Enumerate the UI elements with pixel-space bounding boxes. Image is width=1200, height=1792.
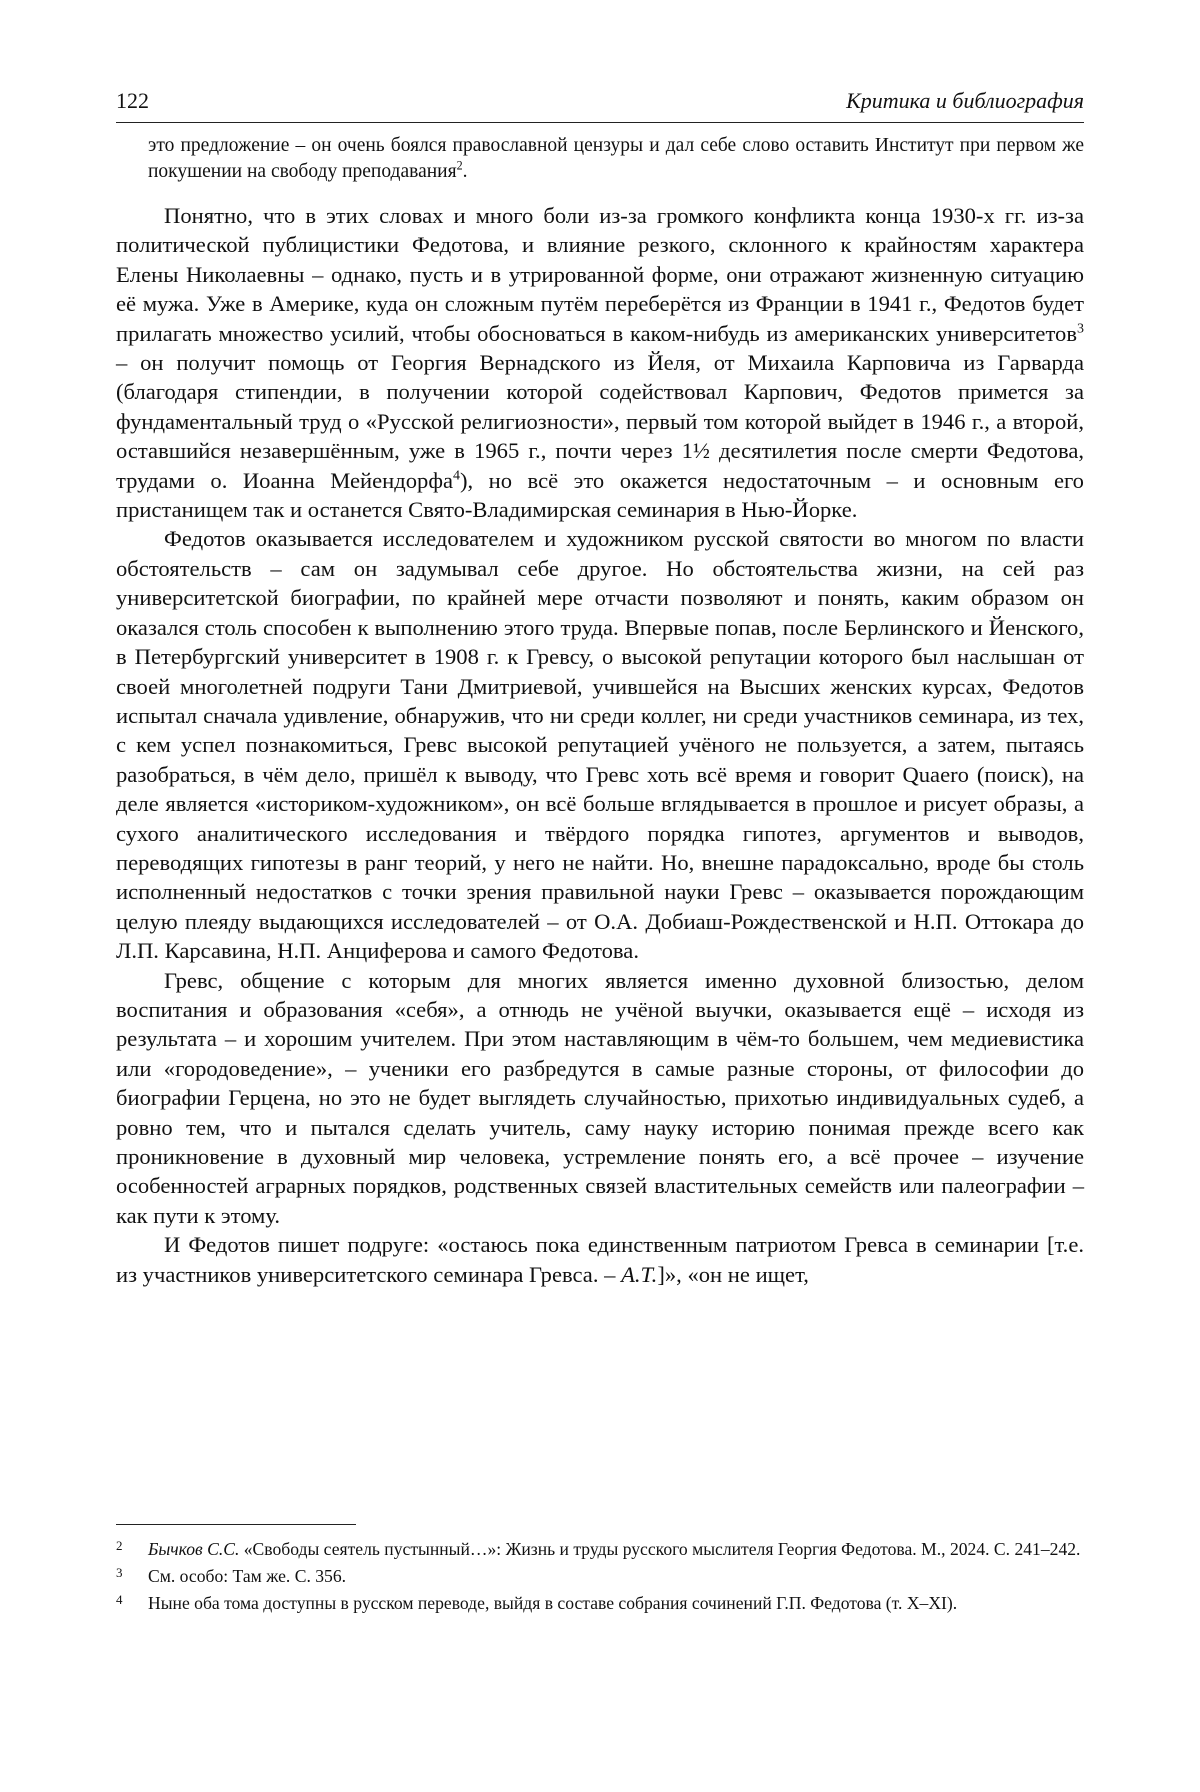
footnote-text: См. особо: Там же. С. 356. — [148, 1566, 347, 1586]
footnote-rule — [116, 1524, 356, 1525]
footnote-number: 2 — [116, 1538, 123, 1553]
page-number: 122 — [116, 88, 149, 113]
paragraph-text: Понятно, что в этих словах и много боли из-за громкого конфликта конца 1930-х гг. из-за политической публицистики Федотова, и влияние резкого, склонного к крайностям характера Елены Николаевны – однако, пусть и в утрированной форме, они отражают жизненную ситуацию её мужа. Уже в Америке, куда он сложным путём переберётся из Франции в 1941 г., Федотов будет прилагать множество усилий, чтобы обосноваться в каком-нибудь из американских университетов — [116, 203, 1084, 346]
footnote-number: 3 — [116, 1565, 123, 1580]
paragraph-text: ), но всё это окажется недостаточным – и основным его пристанищем так и останется Свято-Владимирская семинария в Нью-Йорке. — [116, 467, 1084, 523]
paragraph-text: – он получит помощь от Георгия Вернадского из Йеля, от Михаила Карповича из Гарварда (благодаря стипендии, в получении которой содействовал Карпович, Федотов примется за фундаментальный труд о «Русской религиозности», первый том которой выйдет в 1946 г., а второй, оставшийся незавершённым, уже в 1965 г., почти через 1½ десятилетия после смерти Федотова, трудами о. Иоанна Мейендорфа — [116, 350, 1084, 493]
footnote-author: Бычков С.С. — [148, 1539, 240, 1559]
paragraph: Федотов оказывается исследователем и художником русской святости во многом по власти обстоятельств – сам он задумывал себе другое. Но обстоятельства жизни, на сей раз университетской биографии, по крайней мере отчасти позволяют и понять, каким образом он оказался столь способен к выполнению этого труда. Впервые попав, после Берлинского и Йенского, в Петербургский университет в 1908 г. к Гревсу, о высокой репутации которого был наслышан от своей многолетней подруги Тани Дмитриевой, учившейся на Высших женских курсах, Федотов испытал сначала удивление, обнаружив, что ни среди коллег, ни среди участников семинара, из тех, с кем успел познакомиться, Гревс высокой репутацией учёного не пользуется, а затем, пытаясь разобраться, в чём дело, пришёл к выводу, что Гревс хоть всё время и говорит Quaero (поиск), на деле является «историком-художником», он всё больше вглядывается в прошлое и рисует образы, а сухого аналитического исследования и твёрдого порядка гипотез, аргументов и выводов, переводящих гипотезы в ранг теорий, у него не найти. Но, внешне парадоксально, вроде бы столь исполненный недостатков с точки зрения правильной науки Гревс – оказывается порождающим целую плеяду выдающихся исследователей – от О.А. Добиаш-Рождественской и Н.П. Оттокара до Л.П. Карсавина, Н.П. Анциферова и самого Федотова. — [116, 526, 1084, 964]
paragraph — [116, 1230, 1084, 1289]
paragraph-text: И Федотов пишет подруге: «остаюсь пока единственным патриотом Гревса в семинарии [т.е. из участников университетского семинара Гревса. – — [116, 1232, 1084, 1287]
paragraph — [116, 201, 1084, 524]
footnote — [116, 1591, 1084, 1615]
footnote-ref[interactable]: 4 — [453, 468, 460, 484]
running-title: Критика и библиография — [846, 88, 1084, 113]
page — [116, 88, 1084, 1289]
footnote — [116, 1537, 1084, 1561]
footnote-number: 4 — [116, 1592, 123, 1607]
footnotes — [116, 1524, 1084, 1618]
paragraph-text: ]», «он не ищет, — [657, 1261, 809, 1287]
footnote-ref[interactable]: 2 — [456, 158, 463, 173]
footnote-text — [148, 1537, 1084, 1561]
footnote-ref[interactable]: 3 — [1077, 321, 1084, 337]
running-header — [116, 88, 1084, 123]
body-text — [116, 201, 1084, 1289]
quote-text: это предложение – он очень боялся православной цензуры и дал себе слово оставить Институт при первом же покушении на свободу преподавания — [148, 135, 1084, 182]
initials: А.Т. — [621, 1261, 658, 1287]
quote-end: . — [462, 161, 468, 182]
footnote — [116, 1564, 1084, 1588]
footnote-body: «Свободы сеятель пустынный…»: Жизнь и труды русского мыслителя Георгия Федотова. М., 2024. С. 241–242. — [239, 1539, 1081, 1559]
block-quote — [148, 133, 1084, 185]
footnote-text: Ныне оба тома доступны в русском переводе, выйдя в составе собрания сочинений Г.П. Федотова (т. X–XI). — [148, 1593, 958, 1613]
paragraph: Гревс, общение с которым для многих является именно духовной близостью, делом воспитания и образования «себя», а отнюдь не учёной выучки, оказывается ещё – исходя из результата – и хорошим учителем. При этом наставляющим в чём-то большем, чем медиевистика или «городоведение», – ученики его разбредутся в самые разные стороны, от философии до биографии Герцена, но это не будет выглядеть случайностью, прихотью индивидуальных судеб, а ровно тем, что и пытался сделать учитель, саму науку историю понимая прежде всего как проникновение в духовный мир человека, устремление понять его, а всё прочее – изучение особенностей аграрных порядков, родственных связей властительных семейств или палеографии – как пути к этому. — [116, 967, 1084, 1228]
